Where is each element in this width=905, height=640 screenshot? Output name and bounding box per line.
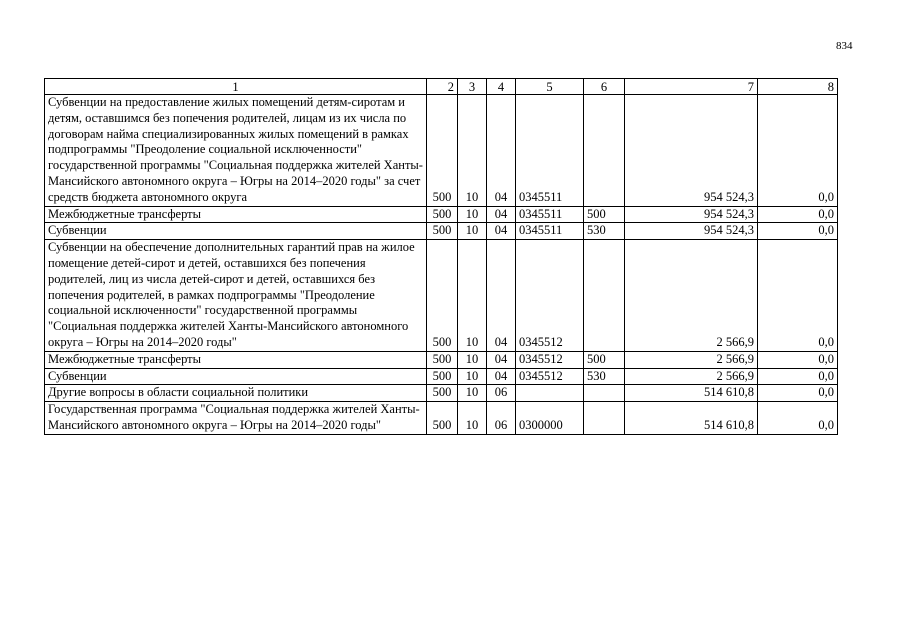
cell-amount: 2 566,9 <box>625 351 758 368</box>
cell-amount-extra: 0,0 <box>758 206 838 223</box>
cell-section: 10 <box>458 223 487 240</box>
row-name: Субвенции на предоставление жилых помещений детям-сиротам и детям, оставшимся без попечения родителей, лицам из их числа по договорам найма специализированных жилых помещений в рамках подпрограммы "Преодоление социальной исключенности" государственной программы "Социальная поддержка жителей Ханты-Мансийского автономного округа – Югры на 2014–2020 годы" за счет средств бюджета автономного округа <box>45 95 427 207</box>
cell-amount: 514 610,8 <box>625 385 758 402</box>
cell-admin-code: 500 <box>427 351 458 368</box>
cell-subsection: 04 <box>487 368 516 385</box>
cell-subsection: 04 <box>487 206 516 223</box>
cell-section: 10 <box>458 402 487 435</box>
cell-subsection: 06 <box>487 402 516 435</box>
cell-amount-extra: 0,0 <box>758 351 838 368</box>
cell-amount: 514 610,8 <box>625 402 758 435</box>
row-name: Государственная программа "Социальная поддержка жителей Ханты-Мансийского автономного округа – Югры на 2014–2020 годы" <box>45 402 427 435</box>
cell-section: 10 <box>458 368 487 385</box>
cell-target-article <box>516 385 584 402</box>
col-header-6: 6 <box>584 79 625 95</box>
cell-admin-code: 500 <box>427 223 458 240</box>
cell-section: 10 <box>458 351 487 368</box>
cell-section: 10 <box>458 206 487 223</box>
row-name: Субвенции <box>45 368 427 385</box>
cell-subsection: 04 <box>487 351 516 368</box>
table-row <box>45 95 838 207</box>
cell-subsection: 06 <box>487 385 516 402</box>
cell-admin-code: 500 <box>427 95 458 207</box>
cell-target-article: 0345512 <box>516 368 584 385</box>
cell-target-article: 0345511 <box>516 223 584 240</box>
cell-section: 10 <box>458 385 487 402</box>
col-header-7: 7 <box>625 79 758 95</box>
col-header-1: 1 <box>45 79 427 95</box>
table-row <box>45 402 838 435</box>
cell-expense-type: 500 <box>584 206 625 223</box>
col-header-2: 2 <box>427 79 458 95</box>
cell-admin-code: 500 <box>427 240 458 352</box>
cell-target-article: 0345511 <box>516 95 584 207</box>
cell-target-article: 0345512 <box>516 240 584 352</box>
cell-expense-type: 500 <box>584 351 625 368</box>
cell-admin-code: 500 <box>427 368 458 385</box>
cell-amount-extra: 0,0 <box>758 385 838 402</box>
budget-table <box>44 78 838 435</box>
cell-target-article: 0345512 <box>516 351 584 368</box>
header-row <box>45 79 838 95</box>
cell-admin-code: 500 <box>427 402 458 435</box>
cell-amount-extra: 0,0 <box>758 223 838 240</box>
cell-amount-extra: 0,0 <box>758 368 838 385</box>
cell-admin-code: 500 <box>427 385 458 402</box>
cell-amount-extra: 0,0 <box>758 95 838 207</box>
row-name: Межбюджетные трансферты <box>45 351 427 368</box>
cell-target-article: 0345511 <box>516 206 584 223</box>
cell-expense-type <box>584 240 625 352</box>
cell-amount: 2 566,9 <box>625 240 758 352</box>
cell-subsection: 04 <box>487 95 516 207</box>
col-header-3: 3 <box>458 79 487 95</box>
cell-subsection: 04 <box>487 223 516 240</box>
table-row <box>45 206 838 223</box>
cell-expense-type: 530 <box>584 223 625 240</box>
col-header-4: 4 <box>487 79 516 95</box>
row-name: Межбюджетные трансферты <box>45 206 427 223</box>
row-name: Субвенции на обеспечение дополнительных гарантий прав на жилое помещение детей-сирот и детей, оставшихся без попечения родителей, лиц из числа детей-сирот и детей, оставшихся без попечения родителей, в рамках подпрограммы "Преодоление социальной исключенности" государственной программы "Социальная поддержка жителей Ханты-Мансийского автономного округа – Югры на 2014–2020 годы" <box>45 240 427 352</box>
cell-amount-extra: 0,0 <box>758 240 838 352</box>
cell-expense-type <box>584 95 625 207</box>
col-header-8: 8 <box>758 79 838 95</box>
table-row <box>45 223 838 240</box>
cell-expense-type: 530 <box>584 368 625 385</box>
table-row <box>45 240 838 352</box>
cell-section: 10 <box>458 95 487 207</box>
cell-subsection: 04 <box>487 240 516 352</box>
cell-section: 10 <box>458 240 487 352</box>
col-header-5: 5 <box>516 79 584 95</box>
table-row <box>45 368 838 385</box>
cell-amount: 954 524,3 <box>625 223 758 240</box>
cell-admin-code: 500 <box>427 206 458 223</box>
cell-amount: 954 524,3 <box>625 206 758 223</box>
page-number: 834 <box>836 40 853 52</box>
table-row <box>45 351 838 368</box>
cell-amount-extra: 0,0 <box>758 402 838 435</box>
cell-expense-type <box>584 385 625 402</box>
cell-target-article: 0300000 <box>516 402 584 435</box>
cell-amount: 2 566,9 <box>625 368 758 385</box>
row-name: Другие вопросы в области социальной политики <box>45 385 427 402</box>
row-name: Субвенции <box>45 223 427 240</box>
cell-expense-type <box>584 402 625 435</box>
table-row <box>45 385 838 402</box>
cell-amount: 954 524,3 <box>625 95 758 207</box>
